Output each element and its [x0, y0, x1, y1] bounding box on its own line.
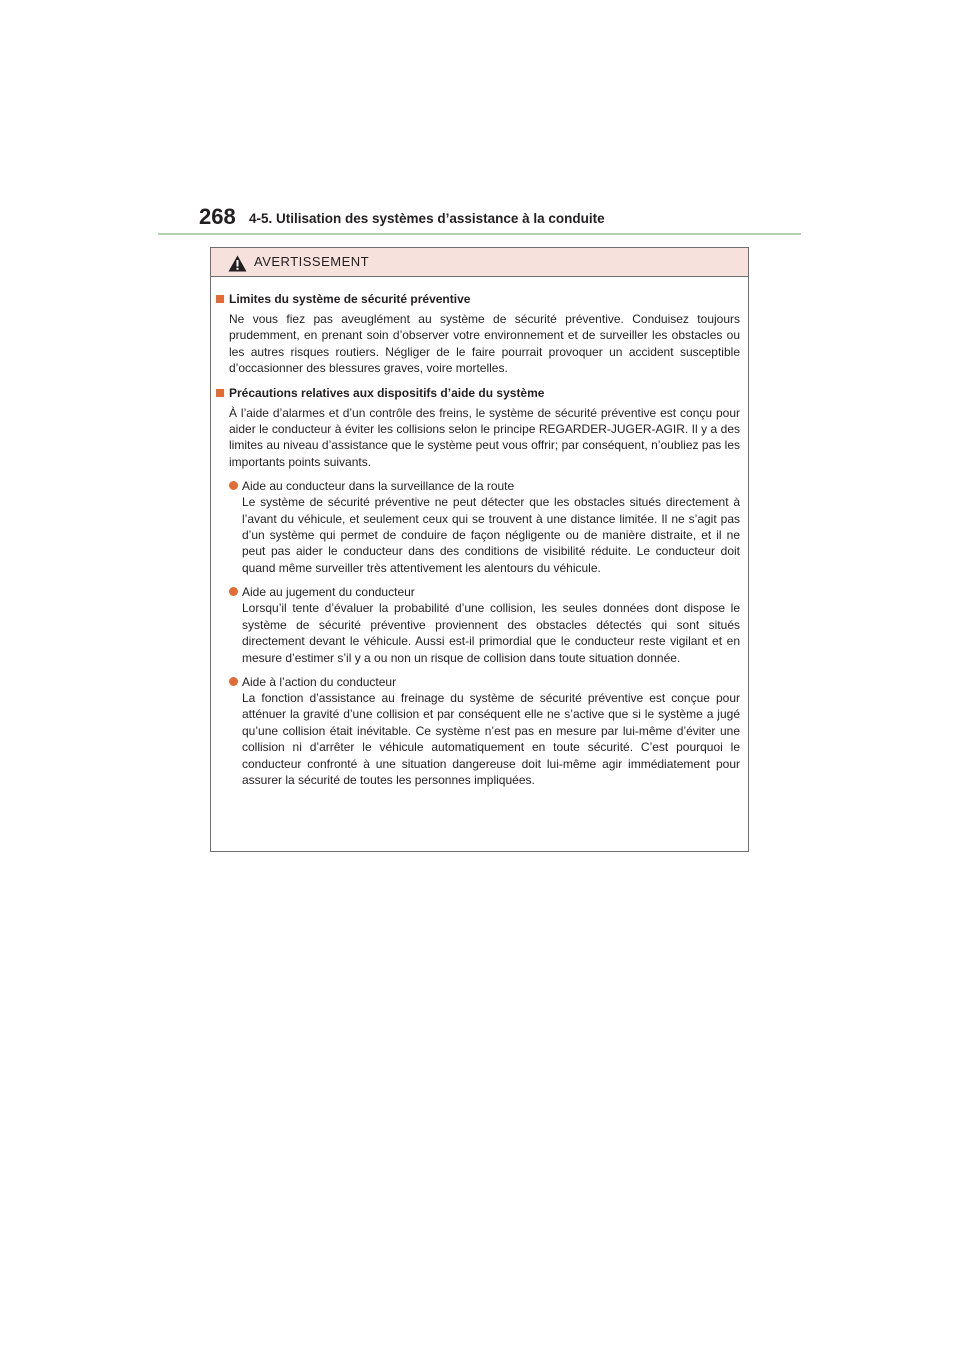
round-bullet-icon — [229, 587, 238, 596]
section-title: 4-5. Utilisation des systèmes d’assistance à la conduite — [249, 211, 605, 226]
list-item — [229, 674, 740, 788]
warning-triangle-icon — [228, 255, 247, 272]
header-rule — [158, 233, 801, 235]
round-bullet-icon — [229, 677, 238, 686]
warning-body — [211, 291, 748, 796]
bullet-text: La fonction d’assistance au freinage du système de sécurité préventive est conçue pour atténuer la gravité d’une collision et par conséquent elle ne s’active que si le système a jugé qu’une collision était inévitable. Ce système n’est pas en mesure par lui-même d’éviter une collision ni d’arrêter le véhicule automatiquement en toute sécurité. C’est pourquoi le conducteur confronté à une situation dangereuse doit lui-même agir immédiatement pour assurer la sécurité de toutes les personnes impliquées. — [242, 690, 740, 787]
bullet-title: Aide au jugement du conducteur — [242, 585, 415, 600]
item-paragraph: Ne vous fiez pas aveuglément au système de sécurité préventive. Conduisez toujours prudemment, en prenant soin d’observer votre environnement et de surveiller les obstacles ou les autres risques routiers. Négliger de le faire pourrait provoquer un accident susceptible d’occasionner des blessures graves, voire mortelles. — [229, 312, 740, 376]
page-header — [199, 205, 801, 233]
square-bullet-icon — [216, 295, 224, 303]
warning-label: AVERTISSEMENT — [254, 254, 370, 269]
warning-item-limits — [211, 291, 748, 377]
warning-box — [210, 247, 749, 852]
list-item — [229, 584, 740, 666]
bullet-text: Lorsqu’il tente d’évaluer la probabilité d’une collision, les seules données dont dispose le système de sécurité préventive proviennent des obstacles détectés qui sont situés directement devant le véhicule. Aussi est-il primordial que le conducteur reste vigilant et en mesure d’estimer s’il y a ou non un risque de collision dans toute situation donnée. — [242, 601, 740, 665]
bullet-text: Le système de sécurité préventive ne peut détecter que les obstacles situés directement à l’avant du véhicule, et seulement ceux qui se trouvent à une distance limitée. Il ne s’agit pas d’un système qui permet de conduire de façon négligente ou de manière distraite, et il ne peut pas aider le conducteur dans des conditions de visibilité réduite. Le conducteur doit quand même surveiller très attentivement les alentours du véhicule. — [242, 495, 740, 575]
bullet-list — [229, 478, 740, 788]
bullet-title: Aide au conducteur dans la surveillance de la route — [242, 479, 515, 494]
item-title: Limites du système de sécurité préventive — [229, 292, 471, 306]
warning-header — [211, 248, 748, 277]
item-title: Précautions relatives aux dispositifs d’aide du système — [229, 385, 545, 400]
page-number: 268 — [199, 204, 236, 229]
square-bullet-icon — [216, 389, 224, 397]
bullet-title: Aide à l’action du conducteur — [242, 674, 397, 689]
list-item — [229, 478, 740, 576]
warning-item-precautions — [211, 385, 748, 789]
item-paragraph: À l’aide d’alarmes et d’un contrôle des freins, le système de sécurité préventive est conçu pour aider le conducteur à éviter les collisions selon le principe REGARDER-JUGER-AGIR. Il y a des limites au niveau d’assistance que le système peut vous offrir; par conséquent, n’oubliez pas les importants points suivants. — [229, 405, 740, 469]
round-bullet-icon — [229, 481, 238, 490]
